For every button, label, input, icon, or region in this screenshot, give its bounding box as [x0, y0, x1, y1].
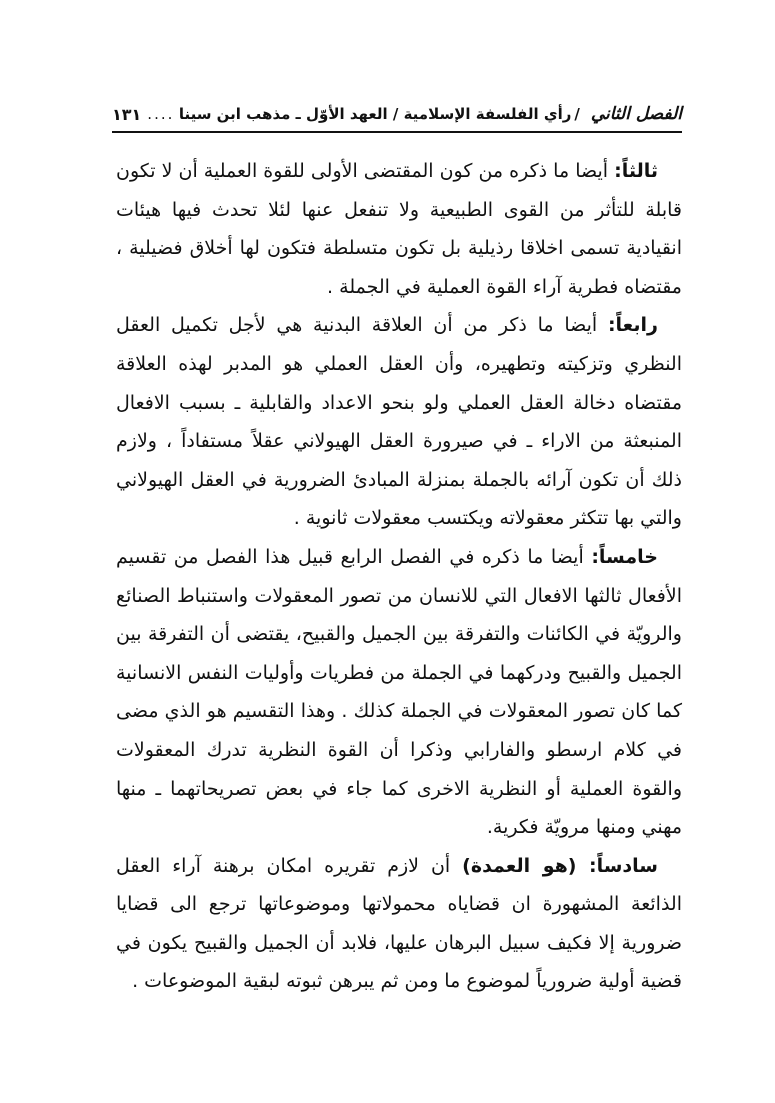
paragraph-third	[116, 152, 682, 306]
paragraph-lead: سادساً: (هو العمدة)	[462, 854, 658, 877]
paragraph-fourth	[116, 306, 682, 538]
running-title: رأي الفلسفة الإسلامية / العهد الأوّل ـ مذهب ابن سينا	[178, 105, 572, 123]
paragraph-fifth	[116, 538, 682, 847]
paragraph-lead: ثالثاً:	[614, 160, 658, 182]
paragraph-text: أيضا ما ذكر من أن العلاقة البدنية هي لأجل تكميل العقل النظري وتزكيته وتطهيره، وأن العقل العملي هو المدبر لهذه العلاقة مقتضاه دخالة العقل العملي ولو بنحو الاعداد والقابلية ـ بسبب الافعال المنبعثة من الاراء ـ في صيرورة العقل الهيولاني عقلاً مستفاداً ، ولازم ذلك أن تكون آرائه بالجملة بمنزلة المبادئ الضرورية في العقل الهيولاني والتي بها تتكثر معقولاته ويكتسب معقولات ثانوية .	[116, 314, 682, 530]
header-rule	[112, 131, 682, 133]
paragraph-text: أيضا ما ذكره من كون المقتضى الأولى للقوة العملية أن لا تكون قابلة للتأثر من القوى الطبيعية ولا تنفعل عنها لئلا تحدث فيها هيئات انقيادية تسمى اخلاقا رذيلية بل تكون متسلطة فتكون لها أخلاق فضيلية ، مقتضاه فطرية آراء القوة العملية في الجملة .	[116, 160, 682, 298]
page-number: ١٣١	[112, 104, 142, 124]
paragraph-text: أن لازم تقريره امكان برهنة آراء العقل الذائعة المشهورة ان قضاياه محمولاتها وموضوعاتها ترجع الى قضايا ضرورية إلا فكيف سبيل البرهان عليها، فلابد أن الجميل والقبيح يكون في قضية أولية ضرورياً لموضوع ما ومن ثم يبرهن ثبوته لبقية الموضوعات .	[116, 854, 682, 993]
header-separator: /	[574, 105, 580, 123]
paragraph-lead: رابعاً:	[607, 314, 658, 337]
paragraph-text: أيضا ما ذكره في الفصل الرابع قبيل هذا الفصل من تقسيم الأفعال ثالثها الافعال التي للانسان من تصور المعقولات واستنباط الصنائع والرويّة في الكائنات والتفرقة بين الجميل والقبيح، يقتضى أن التفرقة بين الجميل والقبيح ودركهما في الجملة من فطريات وأوليات النفس الانسانية كما كان تصور المعقولات في الجملة كذلك . وهذا التقسيم هو الذي مضى في كلام ارسطو والفارابي وذكرا أن القوة النظرية تدرك المعقولات والقوة العملية أو النظرية الاخرى كما جاء في بعض تصريحاتهما ـ منها مهني ومنها مرويّة فكرية.	[116, 545, 682, 839]
paragraph-lead: خامساً:	[591, 545, 658, 568]
chapter-label: الفصل الثاني	[590, 104, 682, 124]
paragraph-sixth	[116, 847, 682, 1001]
leader-dots	[147, 105, 173, 123]
running-header	[112, 100, 682, 128]
body-text	[116, 152, 682, 1001]
